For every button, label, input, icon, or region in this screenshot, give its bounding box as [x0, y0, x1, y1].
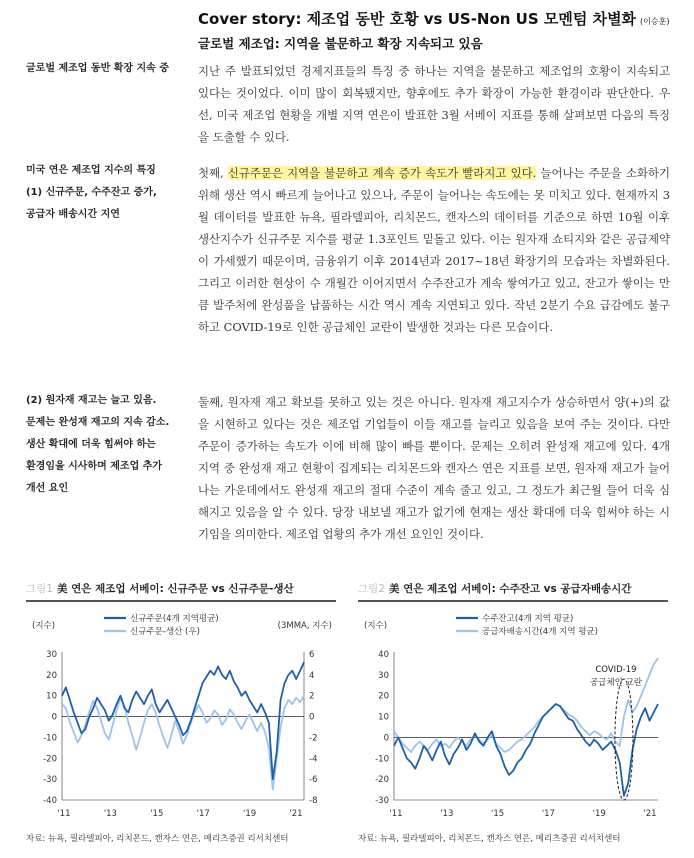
paragraph-2	[198, 162, 670, 338]
side-note-1	[26, 58, 186, 80]
y-right-tick-label: -6	[309, 775, 318, 786]
figure-2-title	[358, 581, 631, 596]
y-tick-label: -10	[375, 754, 389, 765]
series-line	[62, 696, 304, 790]
paragraph-1: 지난 주 발표되었던 경제지표들의 특징 중 하나는 지역을 불문하고 제조업의 호황이 지속되고 있다는 것이었다. 이미 많이 회복됐지만, 향후에도 추가 확장이 가능한 환경이라 판단한다. 우선, 미국 제조업 현황을 개별 지역 연은이 발표한 3월 서베이 지표를 통해 살펴보면 다음의 특징을 도출할 수 있다.	[198, 64, 670, 144]
right-axis-unit: (3MMA, 지수)	[277, 621, 332, 631]
y-tick-label: -30	[375, 796, 389, 806]
x-tick-label: '11	[389, 809, 403, 819]
x-tick-label: '15	[150, 809, 164, 819]
figure-1-rule	[26, 600, 336, 602]
figure-title-text: 美 연은 제조업 서베이: 수주잔고 vs 공급자배송시간	[388, 583, 632, 595]
y-right-tick-label: -4	[309, 754, 318, 765]
y-tick-label: 10	[46, 691, 57, 702]
paragraph-text: 첫째,	[198, 166, 228, 180]
annotation-label: 공급체인 교란	[589, 678, 642, 688]
y-tick-label: 10	[378, 712, 389, 723]
y-tick-label: 0	[51, 712, 57, 723]
y-tick-label: 20	[46, 670, 57, 681]
y-tick-label: 40	[378, 650, 389, 660]
y-tick-label: -40	[43, 796, 57, 806]
highlighted-text: 신규주문은 지역을 불문하고 계속 증가 속도가 빨라지고 있다.	[227, 166, 537, 180]
x-tick-label: '17	[541, 809, 555, 819]
y-right-tick-label: 6	[309, 650, 315, 660]
side-note-3	[26, 390, 186, 500]
y-tick-label: -20	[375, 775, 389, 786]
series-line	[62, 662, 304, 779]
y-tick-label: 0	[383, 733, 389, 744]
x-tick-label: '19	[592, 809, 606, 819]
figure-title-text: 美 연은 제조업 서베이: 신규주문 vs 신규주문-생산	[56, 583, 294, 595]
legend-label: 신규주문-생산 (우)	[130, 627, 200, 637]
figure-number: 그림1	[26, 583, 53, 595]
y-tick-label: -20	[43, 754, 57, 765]
author: (이승훈)	[640, 17, 670, 26]
side-note-line: 환경임을 시사하며 제조업 추가	[26, 461, 163, 472]
y-right-tick-label: 2	[309, 691, 315, 702]
x-tick-label: '19	[243, 809, 257, 819]
x-tick-label: '15	[491, 809, 505, 819]
side-note-line: 생산 확대에 더욱 힘써야 하는	[26, 439, 156, 450]
figure-2-rule	[358, 600, 668, 602]
y-tick-label: 20	[378, 691, 389, 702]
x-tick-label: '21	[643, 809, 657, 819]
figure-1-source: 자료: 뉴욕, 필라델피아, 리치몬드, 캔자스 연은, 메리츠증권 리서치센터	[26, 834, 289, 844]
side-note-line: 개선 요인	[26, 483, 69, 494]
covid-highlight-ellipse	[615, 679, 633, 800]
y-tick-label: -10	[43, 733, 57, 744]
legend-label: 수주잔고(4개 지역 평균)	[482, 614, 574, 624]
y-tick-label: -30	[43, 775, 57, 786]
side-note-line: 미국 연은 제조업 지수의 특징	[26, 165, 156, 176]
series-line	[394, 704, 658, 796]
x-tick-label: '21	[289, 809, 303, 819]
paragraph-text: 늘어나는 주문을 소화하기 위해 생산 역시 빠르게 늘어나고 있으나, 주문이 늘어나는 속도에는 못 미치고 있다. 현재까지 3월 데이터를 발표한 뉴욕, 필라델피아, 리치몬드, 캔자스의 데이터를 기준으로 하면 10월 이후 생산지수가 신규주문 지수를 평균 1.3포인트 밑돌고 있다. 이는 원자재 쇼티지와 같은 공급제약이 가세했기 때문이며, 금융위기 이후 2014년과 2017~18년 확장기의 모습과는 차별화된다. 그리고 이러한 현상이 수 개월간 이어지면서 수주잔고가 계속 쌓여가고 있고, 잔고가 쌓이는 만큼 발주처에 완성품을 납품하는 시간 역시 계속 지연되고 있다. 작년 2분기 수요 급감에도 불구하고 COVID-19로 인한 공급체인 교란이 발생한 것과는 다른 모습이다.	[198, 166, 670, 334]
y-right-tick-label: 0	[309, 712, 315, 723]
figure-1-title	[26, 581, 294, 596]
figure-number: 그림2	[358, 583, 385, 595]
title-text: Cover story: 제조업 동반 호황 vs US-Non US 모멘텀 차별화	[198, 10, 637, 28]
y-right-tick-label: -2	[309, 733, 318, 744]
x-tick-label: '17	[196, 809, 210, 819]
side-note-line: 공급자 배송시간 지연	[26, 209, 120, 220]
left-axis-unit: (지수)	[32, 621, 56, 631]
left-axis-unit: (지수)	[364, 621, 388, 631]
y-tick-label: 30	[46, 650, 57, 660]
page-title	[198, 8, 669, 29]
x-tick-label: '13	[440, 809, 454, 819]
side-note-line: (2) 원자재 재고는 늘고 있음.	[26, 395, 157, 406]
legend-label: 신규주문(4개 지역평균)	[130, 614, 219, 624]
side-note-line: 글로벌 제조업 동반 확장 지속 중	[26, 63, 169, 74]
side-note-line: (1) 신규주문, 수주잔고 증가,	[26, 187, 157, 198]
x-tick-label: '13	[103, 809, 117, 819]
side-note-2	[26, 160, 186, 226]
figure-2-source: 자료: 뉴욕, 필라델피아, 리치몬드, 캔자스 연은, 메리츠증권 리서치센터	[358, 834, 621, 844]
y-right-tick-label: -8	[309, 796, 318, 806]
side-note-line: 문제는 완성재 재고의 지속 감소.	[26, 417, 170, 428]
page-subtitle: 글로벌 제조업: 지역을 불문하고 확장 지속되고 있음	[198, 36, 483, 51]
annotation-label: COVID-19	[595, 665, 637, 675]
figure-2-chart	[358, 604, 672, 828]
legend-label: 공급자배송시간(4개 지역 평균)	[482, 627, 598, 637]
paragraph-3: 둘째, 원자재 재고 확보를 못하고 있는 것은 아니다. 원자재 재고지수가 상승하면서 양(+)의 값을 시현하고 있다는 것은 제조업 기업들이 이들 재고를 늘리고 있음을 보여 주는 것이다. 다만 주문이 증가하는 속도가 이에 비해 많이 빠를 뿐이다. 문제는 오히려 완성재 재고에 있다. 4개 지역 중 완성재 재고 현황이 집계되는 리치몬드와 캔자스 연은 지표를 보면, 원자재 재고가 늘어나는 가운데에서도 완성재 재고의 절대 수준이 계속 줄고 있고, 그 정도가 최근월 들어 더욱 심해지고 있음을 알 수 있다. 당장 내보낼 재고가 없기에 현재는 생산 확대에 더욱 힘써야 하는 시기임을 의미한다. 제조업 업황의 추가 개선 요인인 것이다.	[198, 395, 670, 541]
y-right-tick-label: 4	[309, 670, 315, 681]
figure-1-chart	[26, 604, 340, 828]
x-tick-label: '11	[57, 809, 71, 819]
y-tick-label: 30	[378, 670, 389, 681]
